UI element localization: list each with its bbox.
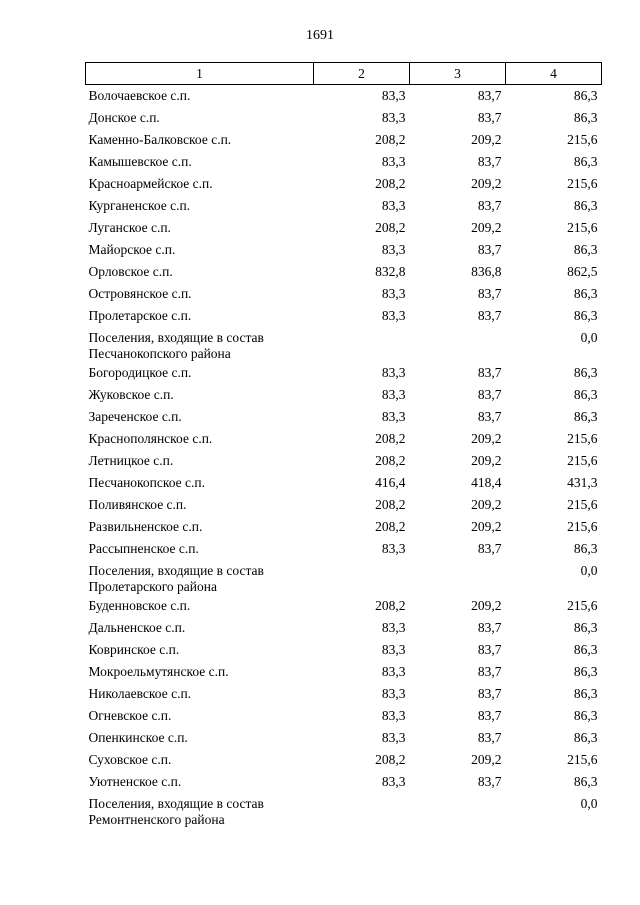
value-cell-col2: 83,3 <box>381 729 406 745</box>
value-cell-col3 <box>410 327 506 362</box>
value-cell-col3 <box>410 560 506 595</box>
value-cell-col3: 209,2 <box>471 131 502 147</box>
settlement-name-cell: Каменно-Балковское с.п. <box>88 131 232 147</box>
table-row <box>86 771 602 793</box>
settlement-name-cell: Мокроельмутянское с.п. <box>88 663 229 679</box>
settlement-name-cell: Луганское с.п. <box>88 219 171 235</box>
value-cell-col3: 209,2 <box>471 452 502 468</box>
value-cell-col2: 83,3 <box>381 619 406 635</box>
value-cell-col3: 83,7 <box>477 408 502 424</box>
table-group-row <box>86 560 602 595</box>
table-row <box>86 261 602 283</box>
settlement-name-cell: Курганенское с.п. <box>88 197 191 213</box>
value-cell-col4: 86,3 <box>573 663 598 679</box>
table-row <box>86 617 602 639</box>
table-row <box>86 428 602 450</box>
value-cell-col3: 83,7 <box>477 241 502 257</box>
value-cell-col2: 83,3 <box>381 707 406 723</box>
value-cell-col3: 209,2 <box>471 219 502 235</box>
value-cell-col4: 86,3 <box>573 386 598 402</box>
table-row <box>86 305 602 327</box>
value-cell-col2: 83,3 <box>381 663 406 679</box>
value-cell-col2: 208,2 <box>375 496 406 512</box>
settlement-name-cell: Красноармейское с.п. <box>88 175 213 191</box>
value-cell-col2: 83,3 <box>381 109 406 125</box>
value-cell-col2: 208,2 <box>375 430 406 446</box>
value-cell-col4: 215,6 <box>567 131 598 147</box>
value-cell-col2: 83,3 <box>381 241 406 257</box>
value-cell-col2: 83,3 <box>381 685 406 701</box>
settlement-name-cell: Развильненское с.п. <box>88 518 203 534</box>
table-row <box>86 217 602 239</box>
settlement-name-cell: Зареченское с.п. <box>88 408 182 424</box>
table-row <box>86 85 602 107</box>
table-row <box>86 749 602 771</box>
value-cell-col2: 208,2 <box>375 131 406 147</box>
table-row <box>86 384 602 406</box>
value-cell-col3: 209,2 <box>471 518 502 534</box>
value-cell-col4: 86,3 <box>573 641 598 657</box>
table-row <box>86 406 602 428</box>
table-row <box>86 705 602 727</box>
value-cell-col4: 215,6 <box>567 751 598 767</box>
value-cell-col4: 215,6 <box>567 219 598 235</box>
value-cell-col3: 83,7 <box>477 285 502 301</box>
value-cell-col4: 86,3 <box>573 285 598 301</box>
settlement-name-cell: Опенкинское с.п. <box>88 729 188 745</box>
value-cell-col4: 431,3 <box>567 474 598 490</box>
table-row <box>86 173 602 195</box>
value-cell-col3: 83,7 <box>477 88 502 103</box>
settlement-name-cell: Пролетарское с.п. <box>88 307 192 323</box>
table-row <box>86 195 602 217</box>
value-cell-col2: 83,3 <box>381 307 406 323</box>
table-group-row <box>86 793 602 828</box>
table-row <box>86 239 602 261</box>
value-cell-col2: 83,3 <box>381 540 406 556</box>
column-header-1: 1 <box>86 63 314 85</box>
value-cell-col4: 86,3 <box>573 540 598 556</box>
value-cell-col4: 86,3 <box>573 707 598 723</box>
table-row <box>86 595 602 617</box>
table-row <box>86 283 602 305</box>
value-cell-col3: 83,7 <box>477 729 502 745</box>
settlement-name-cell: Камышевское с.п. <box>88 153 192 169</box>
settlement-name-cell: Жуковское с.п. <box>88 386 174 402</box>
column-header-4: 4 <box>506 63 602 85</box>
value-cell-col3: 209,2 <box>471 496 502 512</box>
settlement-name-cell: Николаевское с.п. <box>88 685 192 701</box>
value-cell-col2: 416,4 <box>375 474 406 490</box>
value-cell-col2: 83,3 <box>381 408 406 424</box>
value-cell-col3: 418,4 <box>471 474 502 490</box>
value-cell-col4: 86,3 <box>573 197 598 213</box>
settlement-name-cell: Поселения, входящие в состав Песчанокопского района <box>88 329 264 361</box>
value-cell-col2: 832,8 <box>375 263 406 279</box>
value-cell-col4: 86,3 <box>573 307 598 323</box>
table-row <box>86 362 602 384</box>
value-cell-col2 <box>314 327 410 362</box>
settlement-name-cell: Богородицкое с.п. <box>88 364 192 380</box>
value-cell-col2: 208,2 <box>375 175 406 191</box>
table-row <box>86 151 602 173</box>
settlement-name-cell: Уютненское с.п. <box>88 773 182 789</box>
value-cell-col3: 83,7 <box>477 773 502 789</box>
value-cell-col3: 83,7 <box>477 540 502 556</box>
value-cell-col2: 208,2 <box>375 219 406 235</box>
value-cell-col2: 208,2 <box>375 452 406 468</box>
column-header-3: 3 <box>410 63 506 85</box>
value-cell-col3: 83,7 <box>477 153 502 169</box>
value-cell-col3: 83,7 <box>477 197 502 213</box>
value-cell-col4: 0,0 <box>580 795 598 811</box>
value-cell-col2: 208,2 <box>375 751 406 767</box>
table-row <box>86 727 602 749</box>
settlement-name-cell: Ковринское с.п. <box>88 641 180 657</box>
settlement-name-cell: Поселения, входящие в состав Ремонтненского района <box>88 795 264 827</box>
table-row <box>86 107 602 129</box>
table-row <box>86 516 602 538</box>
value-cell-col3: 83,7 <box>477 109 502 125</box>
value-cell-col4: 215,6 <box>567 452 598 468</box>
value-cell-col3: 83,7 <box>477 707 502 723</box>
value-cell-col4: 86,3 <box>573 88 598 103</box>
value-cell-col3: 209,2 <box>471 430 502 446</box>
value-cell-col2 <box>314 560 410 595</box>
value-cell-col3: 83,7 <box>477 641 502 657</box>
settlement-name-cell: Островянское с.п. <box>88 285 192 301</box>
settlement-name-cell: Донское с.п. <box>88 109 160 125</box>
value-cell-col3: 83,7 <box>477 685 502 701</box>
value-cell-col2: 83,3 <box>381 197 406 213</box>
table-group-row <box>86 327 602 362</box>
value-cell-col3 <box>410 793 506 828</box>
settlement-name-cell: Майорское с.п. <box>88 241 176 257</box>
settlement-name-cell: Буденновское с.п. <box>88 597 191 613</box>
value-cell-col4: 215,6 <box>567 518 598 534</box>
value-cell-col3: 83,7 <box>477 364 502 380</box>
value-cell-col2: 83,3 <box>381 364 406 380</box>
value-cell-col2: 83,3 <box>381 88 406 103</box>
value-cell-col4: 86,3 <box>573 773 598 789</box>
value-cell-col4: 86,3 <box>573 364 598 380</box>
column-header-2: 2 <box>314 63 410 85</box>
table-row <box>86 450 602 472</box>
value-cell-col3: 83,7 <box>477 619 502 635</box>
value-cell-col4: 86,3 <box>573 109 598 125</box>
settlement-name-cell: Поселения, входящие в состав Пролетарского района <box>88 562 264 594</box>
value-cell-col4: 215,6 <box>567 175 598 191</box>
value-cell-col3: 209,2 <box>471 597 502 613</box>
value-cell-col4: 86,3 <box>573 685 598 701</box>
value-cell-col4: 215,6 <box>567 430 598 446</box>
value-cell-col3: 83,7 <box>477 307 502 323</box>
value-cell-col4: 86,3 <box>573 408 598 424</box>
value-cell-col2: 83,3 <box>381 285 406 301</box>
value-cell-col4: 86,3 <box>573 153 598 169</box>
table-row <box>86 683 602 705</box>
value-cell-col4: 215,6 <box>567 496 598 512</box>
settlement-name-cell: Поливянское с.п. <box>88 496 187 512</box>
value-cell-col2 <box>314 793 410 828</box>
settlement-name-cell: Летницкое с.п. <box>88 452 174 468</box>
value-cell-col4: 86,3 <box>573 241 598 257</box>
value-cell-col3: 83,7 <box>477 386 502 402</box>
value-cell-col4: 862,5 <box>567 263 598 279</box>
value-cell-col4: 0,0 <box>580 329 598 345</box>
settlement-name-cell: Суховское с.п. <box>88 751 172 767</box>
table-row <box>86 472 602 494</box>
value-cell-col2: 83,3 <box>381 773 406 789</box>
table-body <box>86 85 602 828</box>
value-cell-col4: 86,3 <box>573 729 598 745</box>
value-cell-col2: 208,2 <box>375 518 406 534</box>
table-row <box>86 538 602 560</box>
table-row <box>86 639 602 661</box>
value-cell-col2: 83,3 <box>381 386 406 402</box>
value-cell-col3: 209,2 <box>471 175 502 191</box>
settlement-name-cell: Песчанокопское с.п. <box>88 474 206 490</box>
value-cell-col2: 83,3 <box>381 641 406 657</box>
value-cell-col3: 209,2 <box>471 751 502 767</box>
table-row <box>86 661 602 683</box>
settlement-name-cell: Огневское с.п. <box>88 707 172 723</box>
value-cell-col2: 83,3 <box>381 153 406 169</box>
value-cell-col4: 0,0 <box>580 562 598 578</box>
value-cell-col3: 836,8 <box>471 263 502 279</box>
value-cell-col4: 86,3 <box>573 619 598 635</box>
page-number: 1691 <box>306 28 334 43</box>
settlement-name-cell: Дальненское с.п. <box>88 619 186 635</box>
settlement-name-cell: Орловское с.п. <box>88 263 173 279</box>
data-table <box>85 62 602 828</box>
table-header-row <box>86 63 602 85</box>
settlement-name-cell: Краснополянское с.п. <box>88 430 213 446</box>
value-cell-col4: 215,6 <box>567 597 598 613</box>
settlement-name-cell: Волочаевское с.п. <box>88 88 191 103</box>
value-cell-col3: 83,7 <box>477 663 502 679</box>
table-row <box>86 494 602 516</box>
table-row <box>86 129 602 151</box>
value-cell-col2: 208,2 <box>375 597 406 613</box>
settlement-name-cell: Рассыпненское с.п. <box>88 540 199 556</box>
